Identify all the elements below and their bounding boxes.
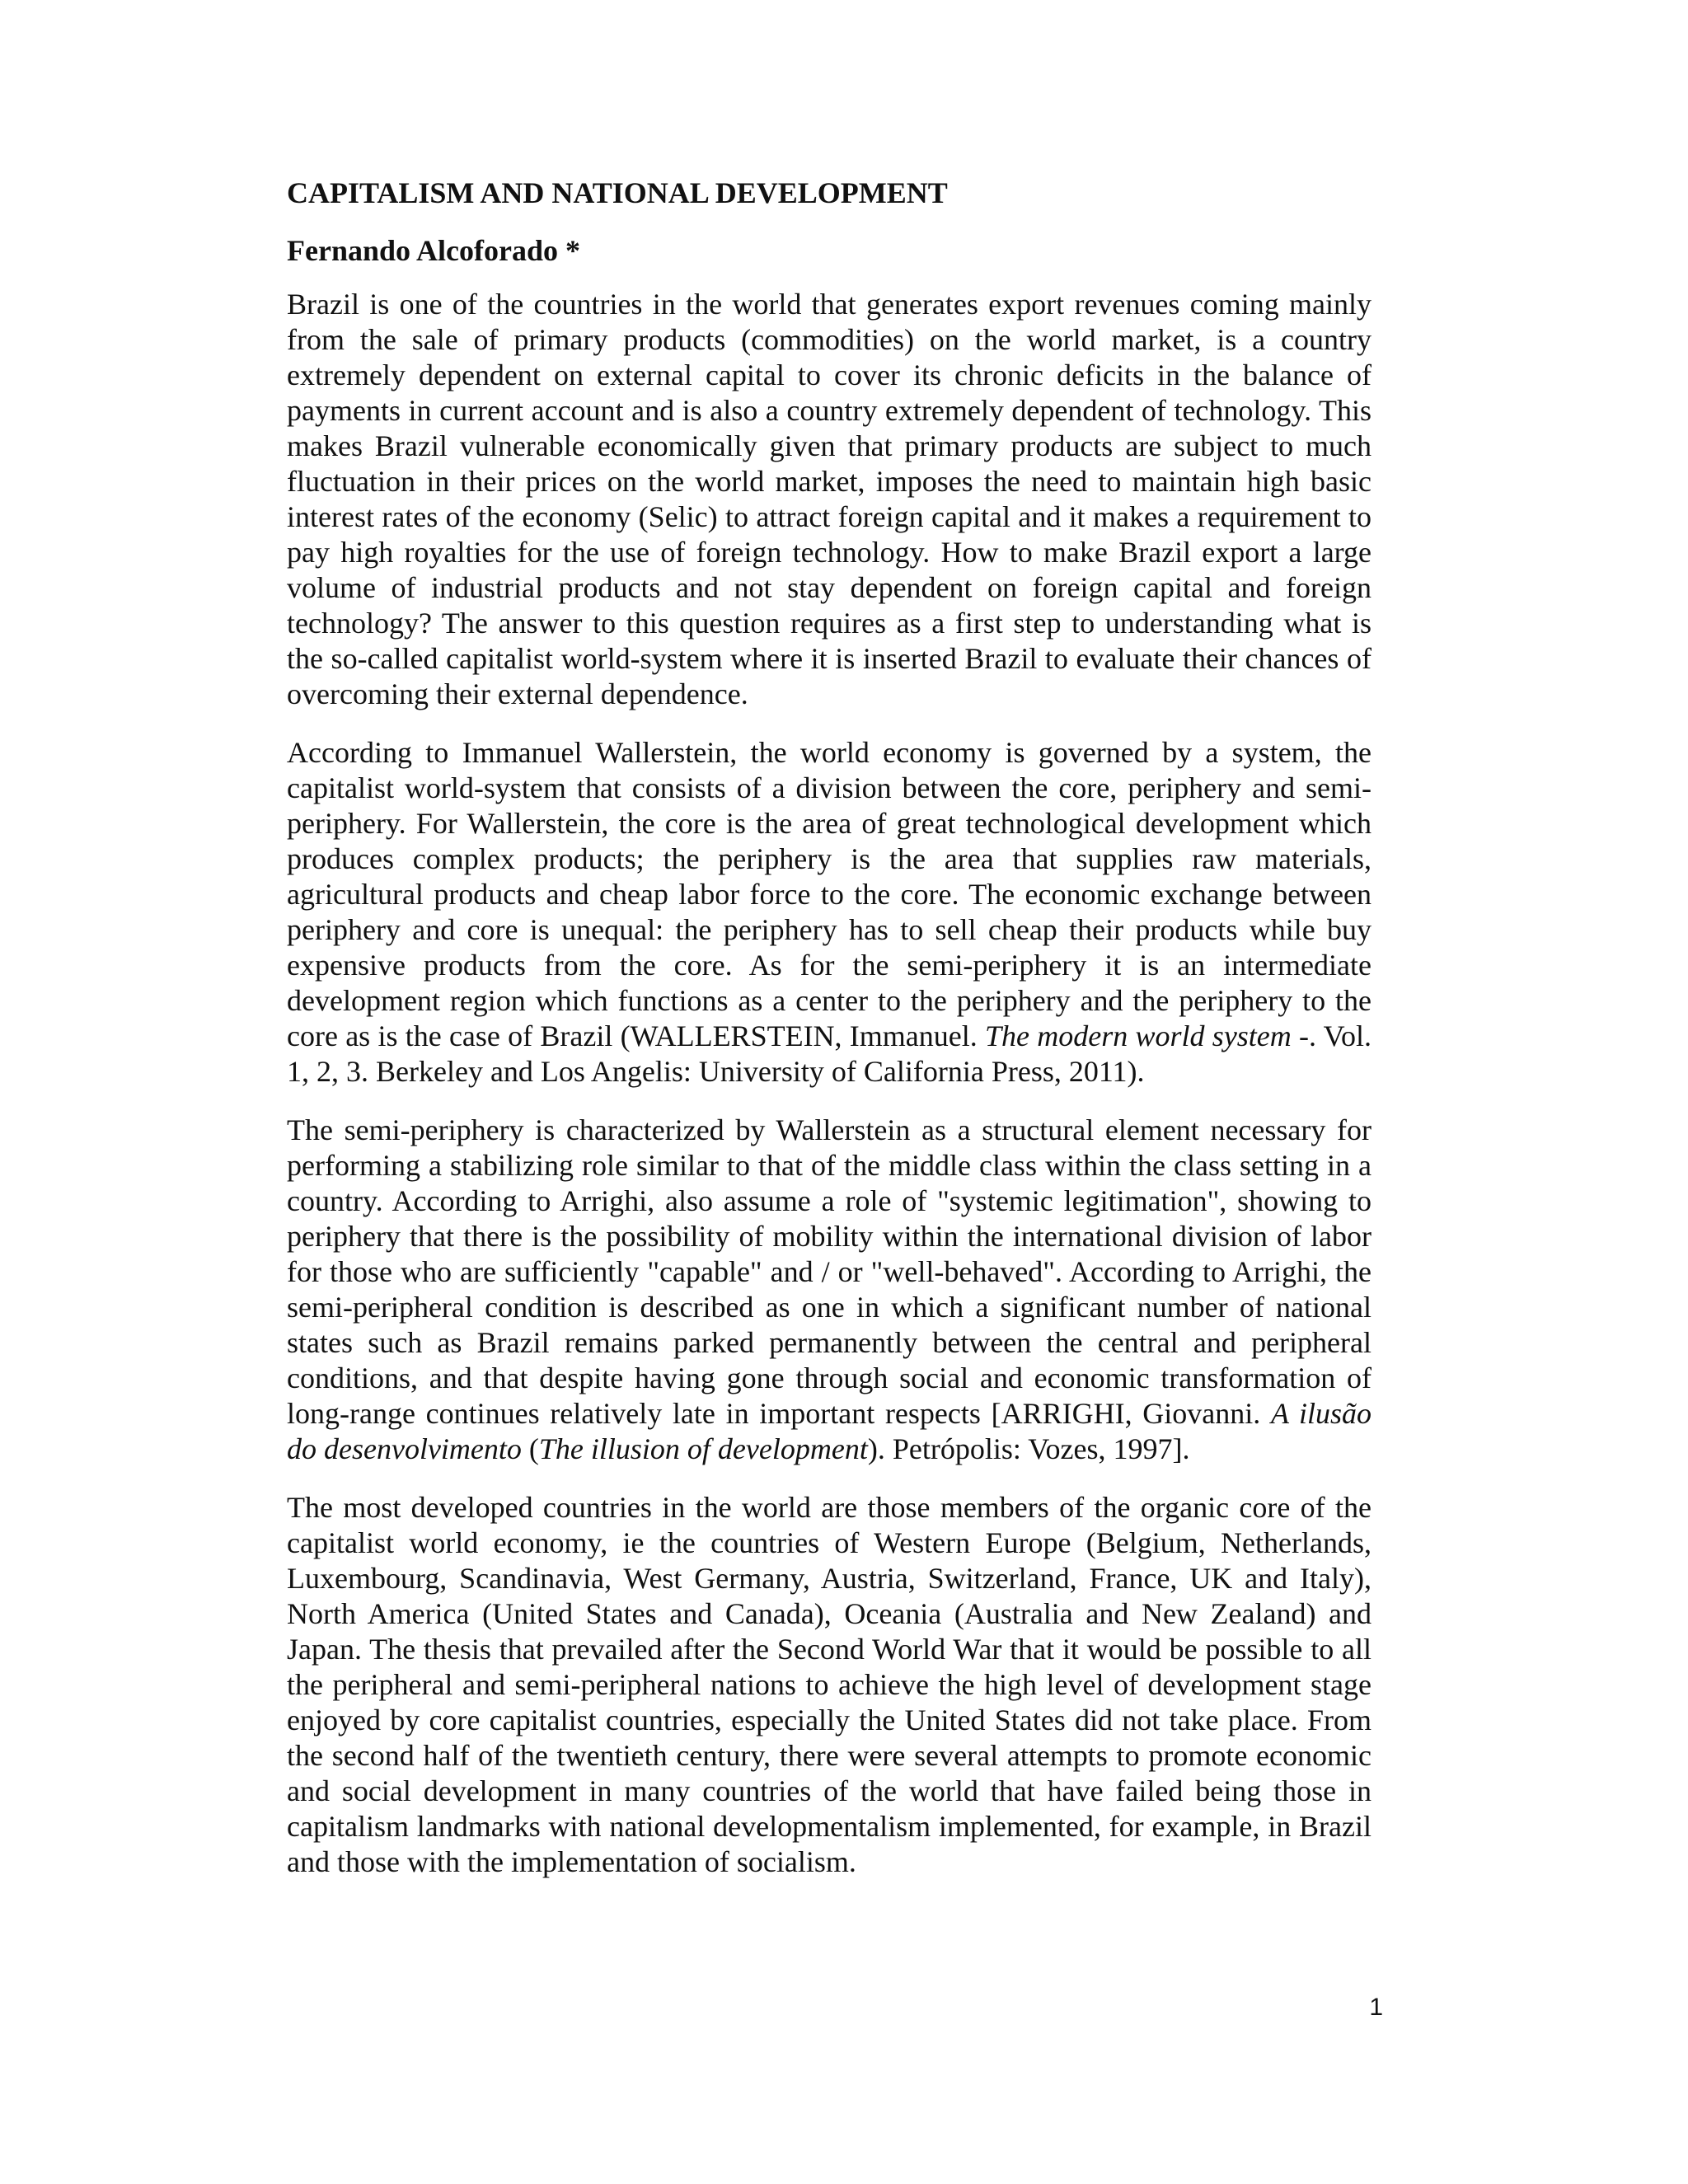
- paragraph-3-citation: ). Petrópolis: Vozes, 1997].: [867, 1432, 1190, 1465]
- paragraph-3-text: The semi-periphery is characterized by Wallerstein as a structural element necessary for performing a stabilizing role similar to that of the middle class within the class setting in a country. According to Arrighi, also assume a role of "systemic legitimation", showing to periphery that there is the possibility of mobility within the international division of labor for those who are sufficiently "capable" and / or "well-behaved". According to Arrighi, the semi-peripheral condition is described as one in which a significant number of national states such as Brazil remains parked permanently between the central and peripheral conditions, and that despite having gone through social and economic transformation of long-range continues relatively late in important respects [ARRIGHI, Giovanni.: [287, 1113, 1372, 1430]
- paragraph-4: The most developed countries in the world are those members of the organic core of the capitalist world economy, ie the countries of Western Europe (Belgium, Netherlands, Luxembourg, Scandinavia, West Germany, Austria, Switzerland, France, UK and Italy), North America (United States and Canada), Oceania (Australia and New Zealand) and Japan. The thesis that prevailed after the Second World War that it would be possible to all the peripheral and semi-peripheral nations to achieve the high level of development stage enjoyed by core capitalist countries, especially the United States did not take place. From the second half of the twentieth century, there were several attempts to promote economic and social development in many countries of the world that have failed being those in capitalism landmarks with national developmentalism implemented, for example, in Brazil and those with the implementation of socialism.: [287, 1491, 1372, 1878]
- paragraph-2-text: According to Immanuel Wallerstein, the world economy is governed by a system, the capitalist world-system that consists of a division between the core, periphery and semi-periphery. For Wallerstein, the core is the area of great technological development which produces complex products; the periphery is the area that supplies raw materials, agricultural products and cheap labor force to the core. The economic exchange between periphery and core is unequal: the periphery has to sell cheap their products while buy expensive products from the core. As for the semi-periphery it is an intermediate development region which functions as a center to the periphery and the periphery to the core as is the case of Brazil (WALLERSTEIN, Immanuel.: [287, 736, 1372, 1052]
- author-name: Fernando Alcoforado *: [287, 234, 580, 267]
- paragraph-3-paren-open: (: [521, 1432, 539, 1465]
- paragraph-3: [287, 1113, 1372, 1467]
- book-title-illusion-translation: The illusion of development: [538, 1432, 868, 1465]
- book-title-modern-world-system: The modern world system: [985, 1019, 1292, 1052]
- paragraph-1: Brazil is one of the countries in the world that generates export revenues coming mainly from the sale of primary products (commodities) on the world market, is a country extremely dependent on external capital to cover its chronic deficits in the balance of payments in current account and is also a country extremely dependent of technology. This makes Brazil vulnerable economically given that primary products are subject to much fluctuation in their prices on the world market, imposes the need to maintain high basic interest rates of the economy (Selic) to attract foreign capital and it makes a requirement to pay high royalties for the use of foreign technology. How to make Brazil export a large volume of industrial products and not stay dependent on foreign capital and foreign technology? The answer to this question requires as a first step to understanding what is the so-called capitalist world-system where it is inserted Brazil to evaluate their chances of overcoming their external dependence.: [287, 288, 1372, 710]
- book-title-ilusao: A ilusão do desenvolvimento: [287, 1397, 1372, 1465]
- paragraph-2-citation: -. Vol. 1, 2, 3. Berkeley and Los Angelis: University of California Press, 2011).: [287, 1019, 1372, 1088]
- page-number: 1: [1369, 1994, 1383, 2021]
- document-page: [287, 175, 1372, 1903]
- paragraph-2: [287, 735, 1372, 1090]
- document-title: CAPITALISM AND NATIONAL DEVELOPMENT: [287, 176, 948, 209]
